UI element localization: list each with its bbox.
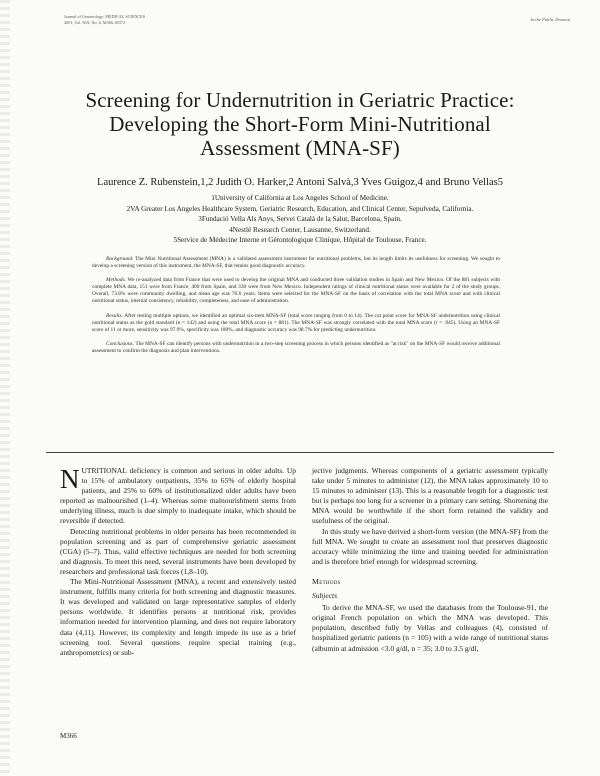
abstract xyxy=(92,256,500,362)
affiliation: 3Fundació Vella Als Anys, Servei Català de la Salut, Barcelona, Spain. xyxy=(198,215,402,224)
abstract-text: After testing multiple options, we identified an optimal six-item MNA-SF (total score ranging from 0 to 14). The cut point score for MNA-SF undernutrition using clinical nutritional status as the gold standard (n = 142) and using the total MNA score (n = 881). The MNA-SF was strongly correlated with the total MNA score (r = .945). Using an MNA-SF score of 11 or more, sensitivity was 97.9%, specificity was 100%, and diagnostic accuracy was 98.7% for predicting undernutrition. xyxy=(92,312,500,333)
section-heading-methods: Methods xyxy=(312,576,341,586)
body-paragraph: jective judgments. Whereas components of a geriatric assessment typically take under 5 minutes to administer (12), the MNA takes approximately 10 to 15 minutes to administer (13). This is a reasonable length for a diagnostic test but is perhaps too long for a screener in a primary care setting. Shortening the MNA would be worthwhile if the short form retained the validity and usefulness of the original. xyxy=(312,466,548,526)
affiliations xyxy=(40,193,560,246)
abstract-label: Background. xyxy=(106,256,134,262)
section-divider xyxy=(46,452,554,453)
abstract-results xyxy=(92,313,500,334)
page-number: M366 xyxy=(60,732,77,740)
abstract-label: Conclusions. xyxy=(106,340,135,347)
affiliation: 4Nestlé Research Center, Lausanne, Switzerland. xyxy=(229,225,371,234)
abstract-background xyxy=(92,256,500,270)
abstract-text: The Mini Nutritional Assessment (MNA) is a validated assessment instrument for nutritional problems, but its length limits its usefulness for screening. We sought to develop a screening version of this instrument, the MNA-SF, that retains good diagnostic accuracy. xyxy=(92,256,500,270)
body-paragraph: In this study we have derived a short-form version (the MNA-SF) from the full MNA. We sought to create an assessment tool that preserves diagnostic accuracy while minimizing the time and training needed for administration and is therefore brief enough for widespread screening. xyxy=(312,526,548,566)
subsection-heading-subjects: Subjects xyxy=(312,591,337,601)
abstract-conclusions xyxy=(92,341,500,355)
title-line-3: Assessment (MNA-SF) xyxy=(200,136,400,160)
body-column-left xyxy=(60,466,296,658)
journal-header xyxy=(64,14,304,26)
lead-caps: UTRITIONAL xyxy=(81,466,127,475)
body-paragraph: To derive the MNA-SF, we used the databases from the Toulouse-91, the original French population on which the MNA was developed. This population, described fully by Vellas and colleagues (4), consisted of hospitalized geriatric patients (n = 105) with a wide range of nutritional status (albumin at admission <3.0 g/dl, n = 35; 3.0 to 3.5 g/dl, xyxy=(312,603,548,653)
abstract-text: The MNA-SF can identify persons with undernutrition in a two-step screening process in which persons identified as "at risk" on the MNA-SF would receive additional assessment to confirm the diagnosis and plan interventions. xyxy=(92,340,500,354)
abstract-label: Results. xyxy=(106,312,123,319)
affiliation: 1University of California at Los Angeles School of Medicine. xyxy=(211,194,389,202)
affiliation: 5Service de Médecine Interne et Gérontologique Clinique, Hôpital de Toulouse, France. xyxy=(173,236,427,245)
scan-edge xyxy=(0,0,10,776)
drop-cap: N xyxy=(60,464,80,494)
body-paragraph: Detecting nutritional problems in older persons has been recommended in population screening and as part of comprehensive geriatric assessment (CGA) (5–7). Thus, valid effective techniques are needed for both screening and diagnosis. To meet this need, several instruments have been developed by researchers and professional task forces (1,8–10). xyxy=(60,526,296,576)
journal-name: Journal of Gerontology: MEDICAL SCIENCES xyxy=(64,14,146,19)
abstract-text: We re-analyzed data from France that were used to develop the original MNA and conducted three validation studies in Spain and New Mexico. Of the 881 subjects with complete MNA data, 151 were from France, 400 from Spain, and 330 were from New Mexico. Independent ratings of clinical nutritional status were available for 2 of the study groups. Overall, 73.8% were community dwelling, and mean age was 76.6 years. Items were selected for the MNA-SF on the basis of correlation with the total MNA score and with clinical nutritional status, internal consistency, reliability, completeness, and ease of administration. xyxy=(92,277,500,305)
running-head: In the Public Domain xyxy=(530,17,570,22)
body-paragraph xyxy=(60,466,296,527)
page-title xyxy=(40,88,560,160)
affiliation: 2VA Greater Los Angeles Healthcare System, Geriatric Research, Education, and Clinical Center, Sepulveda, California. xyxy=(126,204,474,213)
author-list: Laurence Z. Rubenstein,1,2 Judith O. Harker,2 Antoni Salvà,3 Yves Guigoz,4 and Bruno Vellas5 xyxy=(97,177,503,188)
title-line-1: Screening for Undernutrition in Geriatric Practice: xyxy=(85,88,515,112)
abstract-methods xyxy=(92,277,500,305)
body-paragraph: The Mini-Nutritional Assessment (MNA), a recent and extensively tested instrument, fulfills many criteria for both screening and diagnostic measures. It was developed and validated on large representative samples of elderly persons worldwide. It identifies persons at nutritional risk, provides information needed for intervention planning, and does not require laboratory data (4,11). However, its complexity and length impede its use as a brief screening tool. Several questions require special training (e.g., anthropometrics) or sub- xyxy=(60,577,296,657)
title-line-2: Developing the Short-Form Mini-Nutritional xyxy=(109,112,491,136)
body-text: deficiency is common and serious in older adults. Up to 15% of ambulatory outpatients, 35% to 65% of elderly hospital patients, and 25% to 60% of institutionalized older adults have been reported as malnourished (1–4). Whereas some malnourishment stems from underlying illness, much is due simply to inadequate intake, which should be reversible if detected. xyxy=(60,466,296,526)
body-column-right xyxy=(312,466,548,654)
abstract-label: Methods. xyxy=(106,277,126,284)
journal-volume: 2001, Vol. 56A, No. 6, M366–M372 xyxy=(64,20,126,25)
